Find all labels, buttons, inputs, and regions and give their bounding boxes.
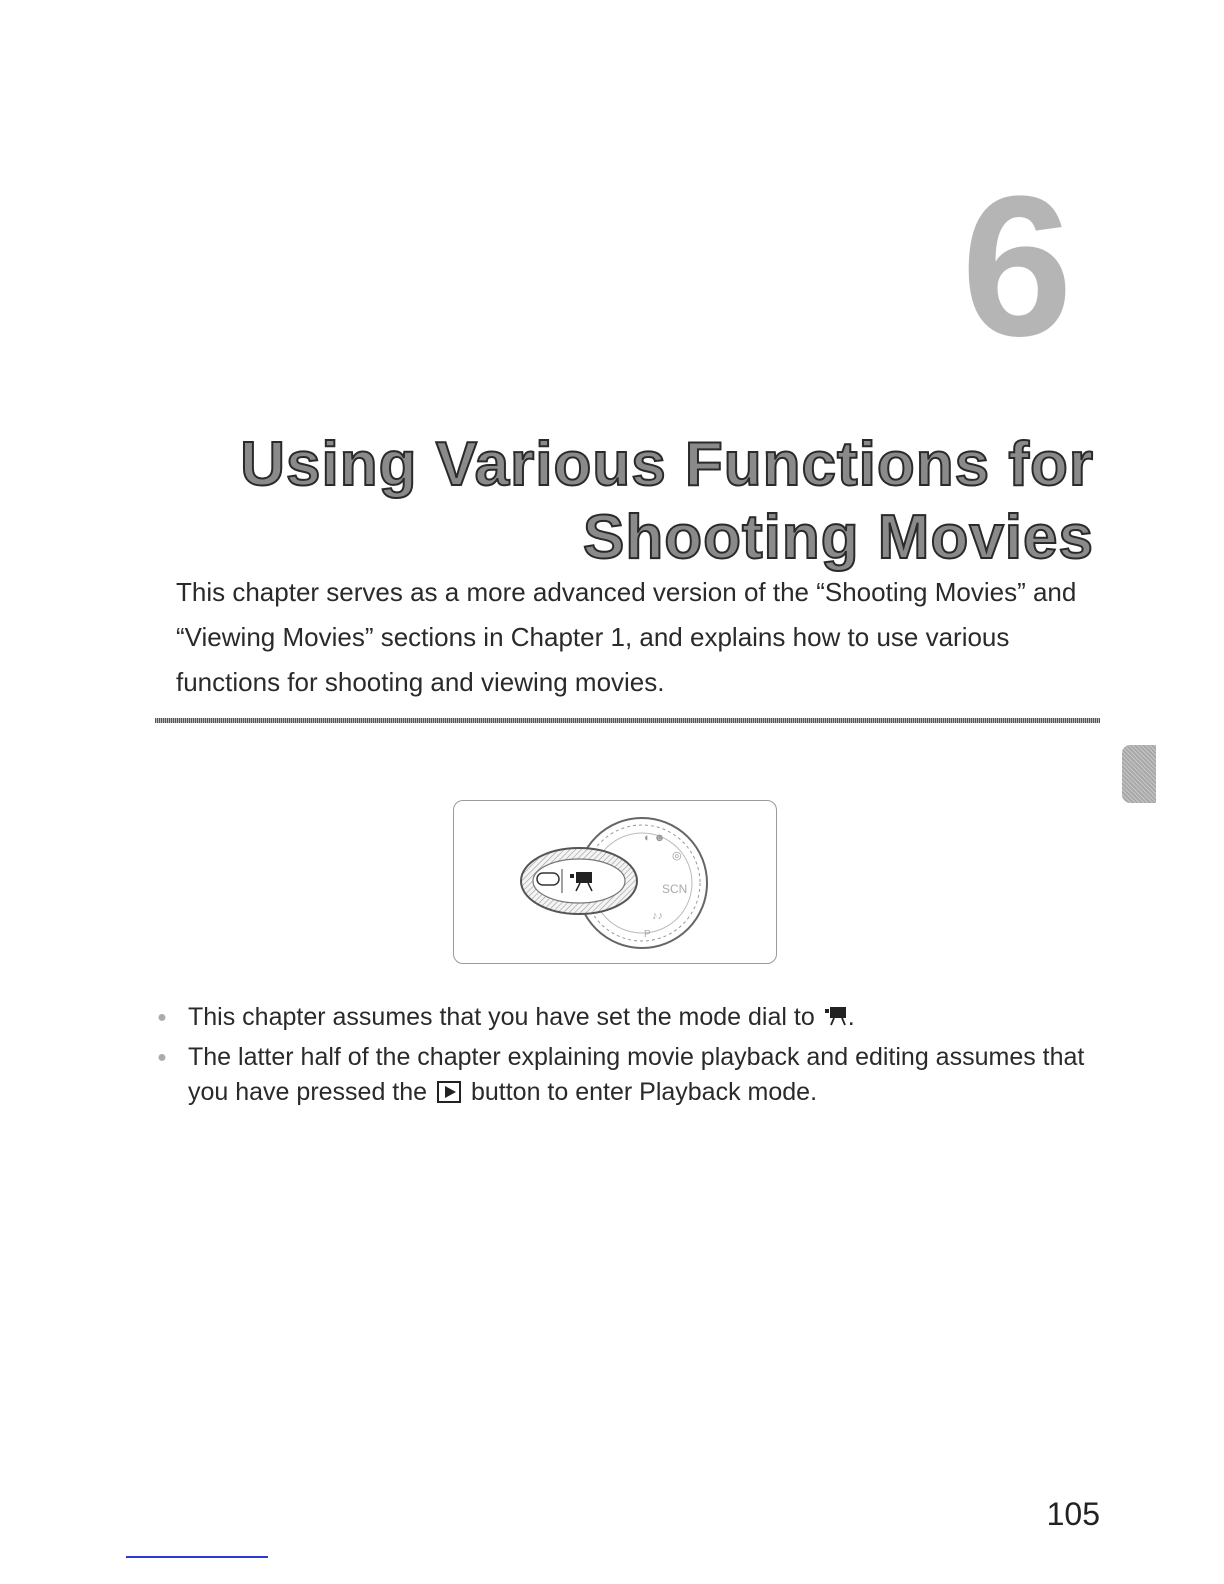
note-2-text-after: button to enter Playback mode. xyxy=(470,1078,818,1106)
svg-text:SCN: SCN xyxy=(662,882,688,896)
svg-text:P: P xyxy=(644,929,651,940)
movie-camera-icon xyxy=(822,1003,848,1038)
svg-text:♪♪: ♪♪ xyxy=(652,910,663,922)
link-underline xyxy=(126,1556,268,1558)
chapter-title-line-1: Using Various Functions for xyxy=(240,430,1094,499)
page-number: 105 xyxy=(1046,1496,1100,1532)
mode-dial-illustration xyxy=(453,800,777,964)
mode-dial-movie-icon xyxy=(454,801,776,963)
svg-text:◐ ☻: ◐ ☻ xyxy=(644,832,666,844)
chapter-number: 6 xyxy=(961,155,1069,378)
section-divider xyxy=(155,718,1100,723)
list-item xyxy=(155,1040,1115,1110)
svg-text:◎: ◎ xyxy=(672,850,682,862)
playback-button-icon xyxy=(437,1081,461,1103)
list-item xyxy=(155,1000,1115,1038)
chapter-intro: This chapter serves as a more advanced version of the “Shooting Movies” and “Viewing Movies” sections in Chapter 1, and explains how to use various functions for shooting and viewing movies. xyxy=(176,577,1077,697)
chapter-side-tab xyxy=(1122,745,1156,803)
bullet-icon: ● xyxy=(157,1009,167,1026)
note-1-end: . xyxy=(847,1003,855,1031)
bullet-icon: ● xyxy=(157,1049,167,1066)
note-1-text: This chapter assumes that you have set the mode dial to xyxy=(188,1003,815,1031)
notes-list xyxy=(155,1000,1115,1112)
chapter-title-line-2: Shooting Movies xyxy=(583,503,1094,572)
note-2-text-before: The latter half of the chapter explaining movie playback and editing assumes that you have pressed the xyxy=(188,1043,1085,1106)
